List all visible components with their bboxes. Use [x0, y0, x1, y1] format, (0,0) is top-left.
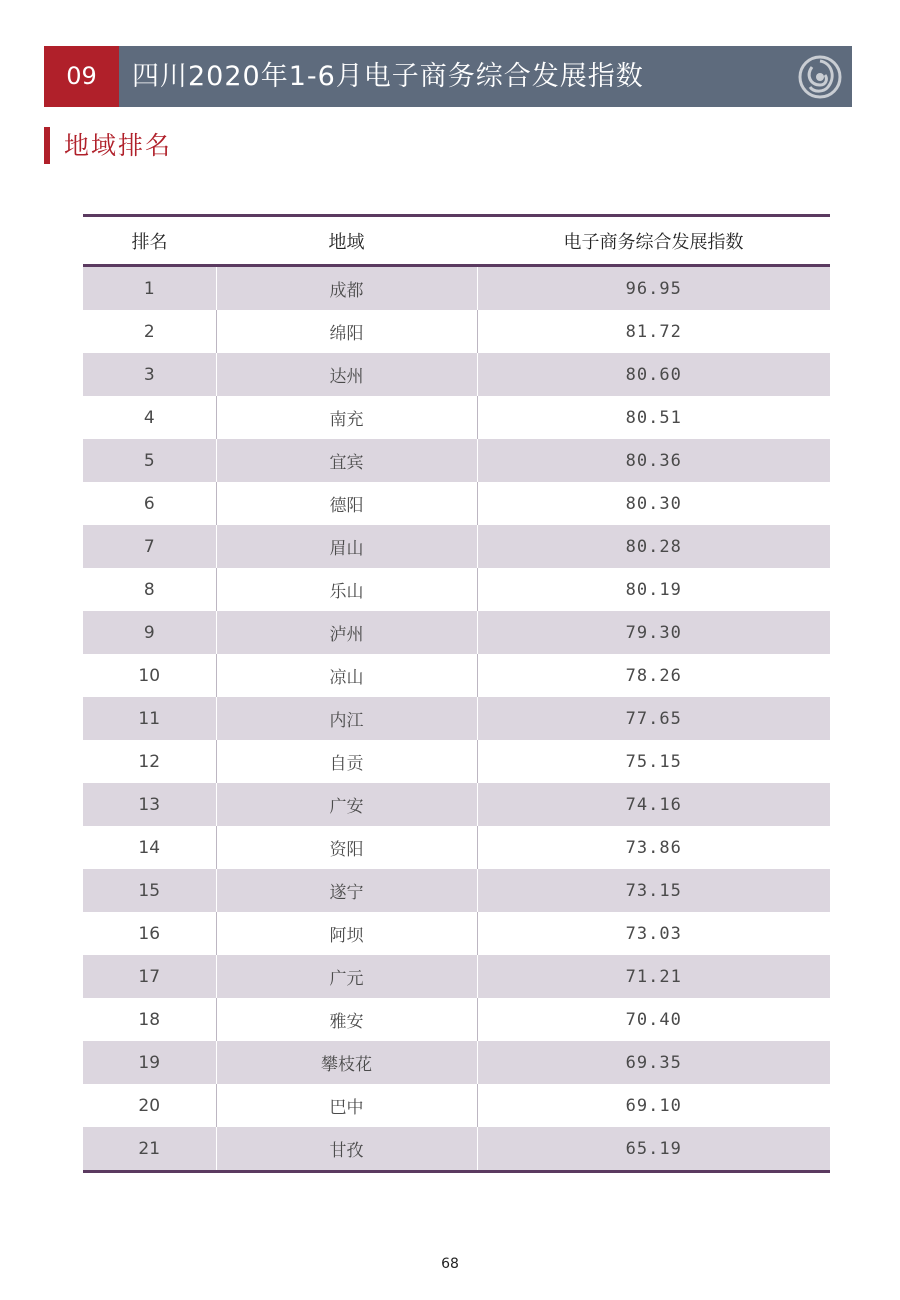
- rank-cell: 18: [83, 998, 216, 1041]
- table-row: [83, 697, 830, 740]
- rank-cell: 12: [83, 740, 216, 783]
- rank-cell: 15: [83, 869, 216, 912]
- table-row: [83, 310, 830, 353]
- table-row: [83, 1127, 830, 1172]
- rank-cell: 14: [83, 826, 216, 869]
- region-cell: 乐山: [216, 568, 477, 611]
- column-header-region: 地域: [216, 216, 477, 266]
- table-row: [83, 353, 830, 396]
- table-row: [83, 1041, 830, 1084]
- rank-cell: 19: [83, 1041, 216, 1084]
- page-number: 68: [441, 1256, 459, 1272]
- rank-cell: 16: [83, 912, 216, 955]
- index-cell: 80.28: [477, 525, 830, 568]
- table-row: [83, 869, 830, 912]
- rank-cell: 13: [83, 783, 216, 826]
- table-row: [83, 912, 830, 955]
- table-header-row: [83, 216, 830, 266]
- ranking-table: [83, 214, 830, 1173]
- rank-cell: 2: [83, 310, 216, 353]
- rank-cell: 6: [83, 482, 216, 525]
- region-cell: 广元: [216, 955, 477, 998]
- index-cell: 80.30: [477, 482, 830, 525]
- region-cell: 内江: [216, 697, 477, 740]
- index-cell: 69.10: [477, 1084, 830, 1127]
- table-row: [83, 439, 830, 482]
- header-banner: [44, 46, 852, 107]
- region-cell: 南充: [216, 396, 477, 439]
- rank-cell: 21: [83, 1127, 216, 1172]
- rank-cell: 17: [83, 955, 216, 998]
- index-cell: 74.16: [477, 783, 830, 826]
- table-row: [83, 826, 830, 869]
- index-cell: 80.60: [477, 353, 830, 396]
- page-title: 四川2020年1-6月电子商务综合发展指数: [132, 61, 644, 92]
- rank-cell: 7: [83, 525, 216, 568]
- index-cell: 78.26: [477, 654, 830, 697]
- region-cell: 达州: [216, 353, 477, 396]
- table-row: [83, 482, 830, 525]
- index-cell: 79.30: [477, 611, 830, 654]
- region-cell: 攀枝花: [216, 1041, 477, 1084]
- region-cell: 宜宾: [216, 439, 477, 482]
- rank-cell: 4: [83, 396, 216, 439]
- rank-cell: 9: [83, 611, 216, 654]
- region-cell: 遂宁: [216, 869, 477, 912]
- section-title: 地域排名: [64, 131, 173, 160]
- table-row: [83, 266, 830, 311]
- table-row: [83, 654, 830, 697]
- table-row: [83, 568, 830, 611]
- section-accent-bar: [44, 127, 50, 164]
- table-row: [83, 1084, 830, 1127]
- rank-cell: 10: [83, 654, 216, 697]
- table-row: [83, 525, 830, 568]
- index-cell: 75.15: [477, 740, 830, 783]
- index-cell: 96.95: [477, 266, 830, 311]
- region-cell: 甘孜: [216, 1127, 477, 1172]
- index-cell: 81.72: [477, 310, 830, 353]
- circular-swirl-logo-icon: [798, 55, 842, 99]
- region-cell: 德阳: [216, 482, 477, 525]
- rank-cell: 11: [83, 697, 216, 740]
- column-header-rank: 排名: [83, 216, 216, 266]
- table-row: [83, 611, 830, 654]
- region-cell: 凉山: [216, 654, 477, 697]
- table-row: [83, 998, 830, 1041]
- index-cell: 80.51: [477, 396, 830, 439]
- region-cell: 成都: [216, 266, 477, 311]
- region-cell: 阿坝: [216, 912, 477, 955]
- region-cell: 巴中: [216, 1084, 477, 1127]
- index-cell: 73.15: [477, 869, 830, 912]
- index-cell: 70.40: [477, 998, 830, 1041]
- index-cell: 65.19: [477, 1127, 830, 1172]
- rank-cell: 20: [83, 1084, 216, 1127]
- rank-cell: 5: [83, 439, 216, 482]
- region-cell: 资阳: [216, 826, 477, 869]
- rank-cell: 8: [83, 568, 216, 611]
- index-cell: 71.21: [477, 955, 830, 998]
- region-cell: 自贡: [216, 740, 477, 783]
- index-cell: 80.19: [477, 568, 830, 611]
- index-cell: 73.86: [477, 826, 830, 869]
- chapter-number: 09: [44, 46, 119, 107]
- table-row: [83, 783, 830, 826]
- index-cell: 69.35: [477, 1041, 830, 1084]
- region-cell: 眉山: [216, 525, 477, 568]
- column-header-index: 电子商务综合发展指数: [477, 216, 830, 266]
- rank-cell: 3: [83, 353, 216, 396]
- table-row: [83, 396, 830, 439]
- index-cell: 77.65: [477, 697, 830, 740]
- region-cell: 广安: [216, 783, 477, 826]
- index-cell: 80.36: [477, 439, 830, 482]
- index-cell: 73.03: [477, 912, 830, 955]
- rank-cell: 1: [83, 266, 216, 311]
- table-row: [83, 955, 830, 998]
- region-cell: 绵阳: [216, 310, 477, 353]
- region-cell: 雅安: [216, 998, 477, 1041]
- table-row: [83, 740, 830, 783]
- region-cell: 泸州: [216, 611, 477, 654]
